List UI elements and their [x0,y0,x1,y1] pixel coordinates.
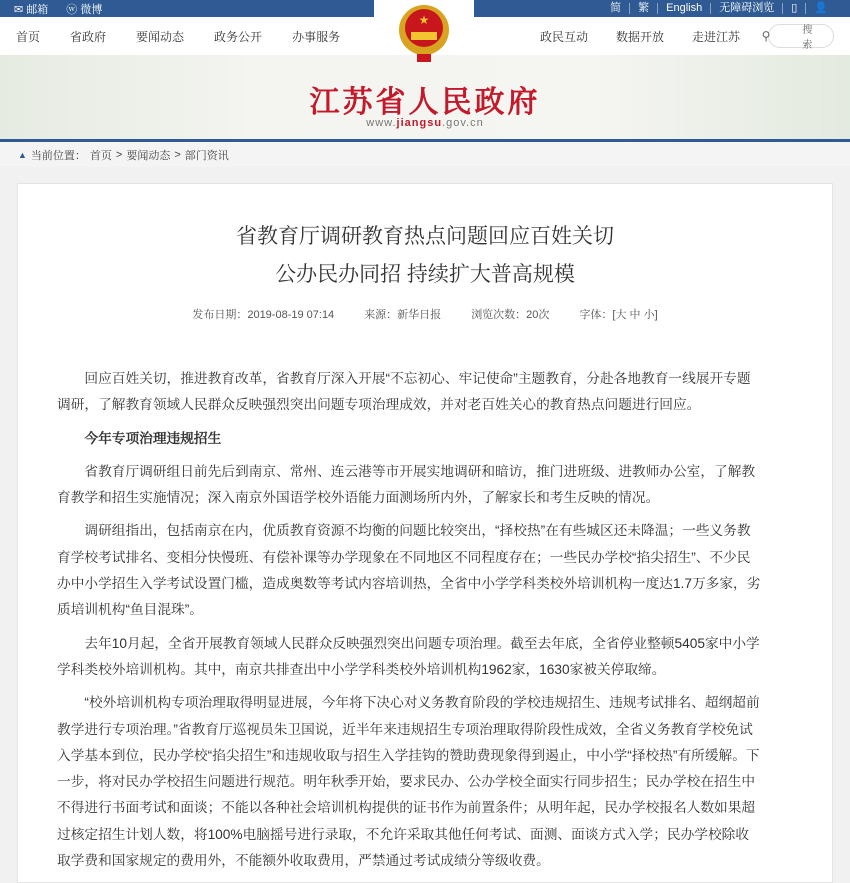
breadcrumb-news[interactable]: 要闻动态 [126,149,171,162]
mail-label: 邮箱 [26,3,49,16]
article-body [57,366,762,881]
national-emblem [374,0,474,70]
weibo-link[interactable]: ⓦ 微博 [66,3,103,16]
paragraph: “校外培训机构专项治理取得明显进展，今年将下决心对义务教育阶段的学校违规招生、违规考试排名、超纲超前教学进行专项治理。”省教育厅巡视员朱卫国说，近半年来违规招生专项治理取得阶段性成效，全省义务教育学校免试入学基本到位，民办学校“掐尖招生”和违规收取与招生入学挂钩的赞助费现象得到遏止，中小学“择校热”有所缓解。下一步，将对民办学校招生问题进行规范。明年秋季开始，要求民办、公办学校全面实行同步招生；民办学校在招生中不得进行书面考试和面谈；不能以各种社会培训机构提供的证书作为前置条件；从明年起，民办学校报名人数如果超过核定招生计划人数，将100%电脑摇号进行录取，不允许采取其他任何考试、面测、面谈方式入学；民办学校除收取学费和国家规定的费用外，不能额外收取费用，严禁通过考试成绩分等级收费。 [57,695,760,869]
paragraph: 调研组指出，包括南京在内，优质教育资源不均衡的问题比较突出，“择校热”在有些城区还未降温；一些义务教育学校考试排名、变相分快慢班、有偿补课等办学现象在不同地区不同程度存在；一些民办学校“掐尖招生”、不少民办中小学招生入学考试设置门槛，造成奥数等考试内容培训热，全省中小学学科类校外培训机构一度达1.7万多家，劣质培训机构“鱼目混珠”。 [57,523,761,618]
nav-services[interactable]: 办事服务 [292,29,341,44]
article-title [18,218,832,294]
emblem-icon [397,2,451,64]
breadcrumb-dept-news[interactable]: 部门资讯 [184,149,229,162]
paragraph: 去年10月起，全省开展教育领域人民群众反映强烈突出问题专项治理。截至去年底，全省停业整顿5405家中小学学科类校外培训机构。其中，南京共排查出中小学学科类校外培训机构1962家，1630家被关停取缔。 [57,635,760,677]
source: 来源：新华日报 [364,309,442,321]
site-url: www.jiangsu.gov.cn [366,117,484,129]
section-heading: 今年专项治理违规招生 [84,430,222,446]
simplified-link[interactable]: 简 [610,2,622,14]
search-label: 搜索 [802,25,813,51]
font-size-switch[interactable]: 字体：[大 中 小] [579,309,658,321]
search-button[interactable] [761,24,834,51]
mail-link[interactable]: ✉ 邮箱 [14,3,49,16]
english-link[interactable]: English [657,3,710,14]
paragraph: 省教育厅调研组日前先后到南京、常州、连云港等市开展实地调研和暗访，推门进班级、进教师办公室，了解教育教学和招生实施情况；深入南京外国语学校外语能力面测场所内外，了解家长和考生反映的情况。 [57,463,756,506]
article-meta [18,306,832,322]
breadcrumb-separator: > [115,148,123,161]
traditional-link[interactable]: 繁 [629,3,657,14]
breadcrumb-label: 当前位置： [30,149,86,162]
breadcrumb-home[interactable]: 首页 [89,149,112,162]
nav-interaction[interactable]: 政民互动 [539,29,588,44]
home-icon: ▲ [18,149,27,160]
nav-open-data[interactable]: 数据开放 [615,29,664,44]
article-title-line1: 省教育厅调研教育热点问题回应百姓关切 [236,225,614,248]
search-icon: ⚲ [761,29,771,43]
nav-news[interactable]: 要闻动态 [136,29,185,44]
site-title[interactable]: 江苏省人民政府 [309,86,541,119]
breadcrumb-separator: > [174,148,181,161]
accessibility-link[interactable]: 无障碍浏览 [710,3,782,14]
nav-provincial-gov[interactable]: 省政府 [70,29,107,44]
nav-home[interactable]: 首页 [16,29,41,44]
article-title-line2: 公办民办同招 持续扩大普高规模 [275,263,575,286]
view-count: 浏览次数：20次 [471,309,550,321]
breadcrumb [0,142,850,167]
nav-gov-affairs[interactable]: 政务公开 [214,29,263,44]
nav-about-jiangsu[interactable]: 走进江苏 [691,29,740,44]
weibo-label: 微博 [80,3,103,16]
paragraph: 回应百姓关切，推进教育改革，省教育厅深入开展“不忘初心、牢记使命”主题教育，分赴各地教育一线展开专题调研，了解教育领域人民群众反映强烈突出问题专项治理成效，并对老百姓关心的教育热点问题进行回应。 [57,371,751,413]
publish-date: 发布日期：2019-08-19 07:14 [192,309,335,321]
svg-text:★: ★ [418,13,430,27]
user-icon[interactable]: 👤 [805,3,836,14]
mobile-icon[interactable]: ▯ [782,3,805,14]
article [17,183,833,883]
